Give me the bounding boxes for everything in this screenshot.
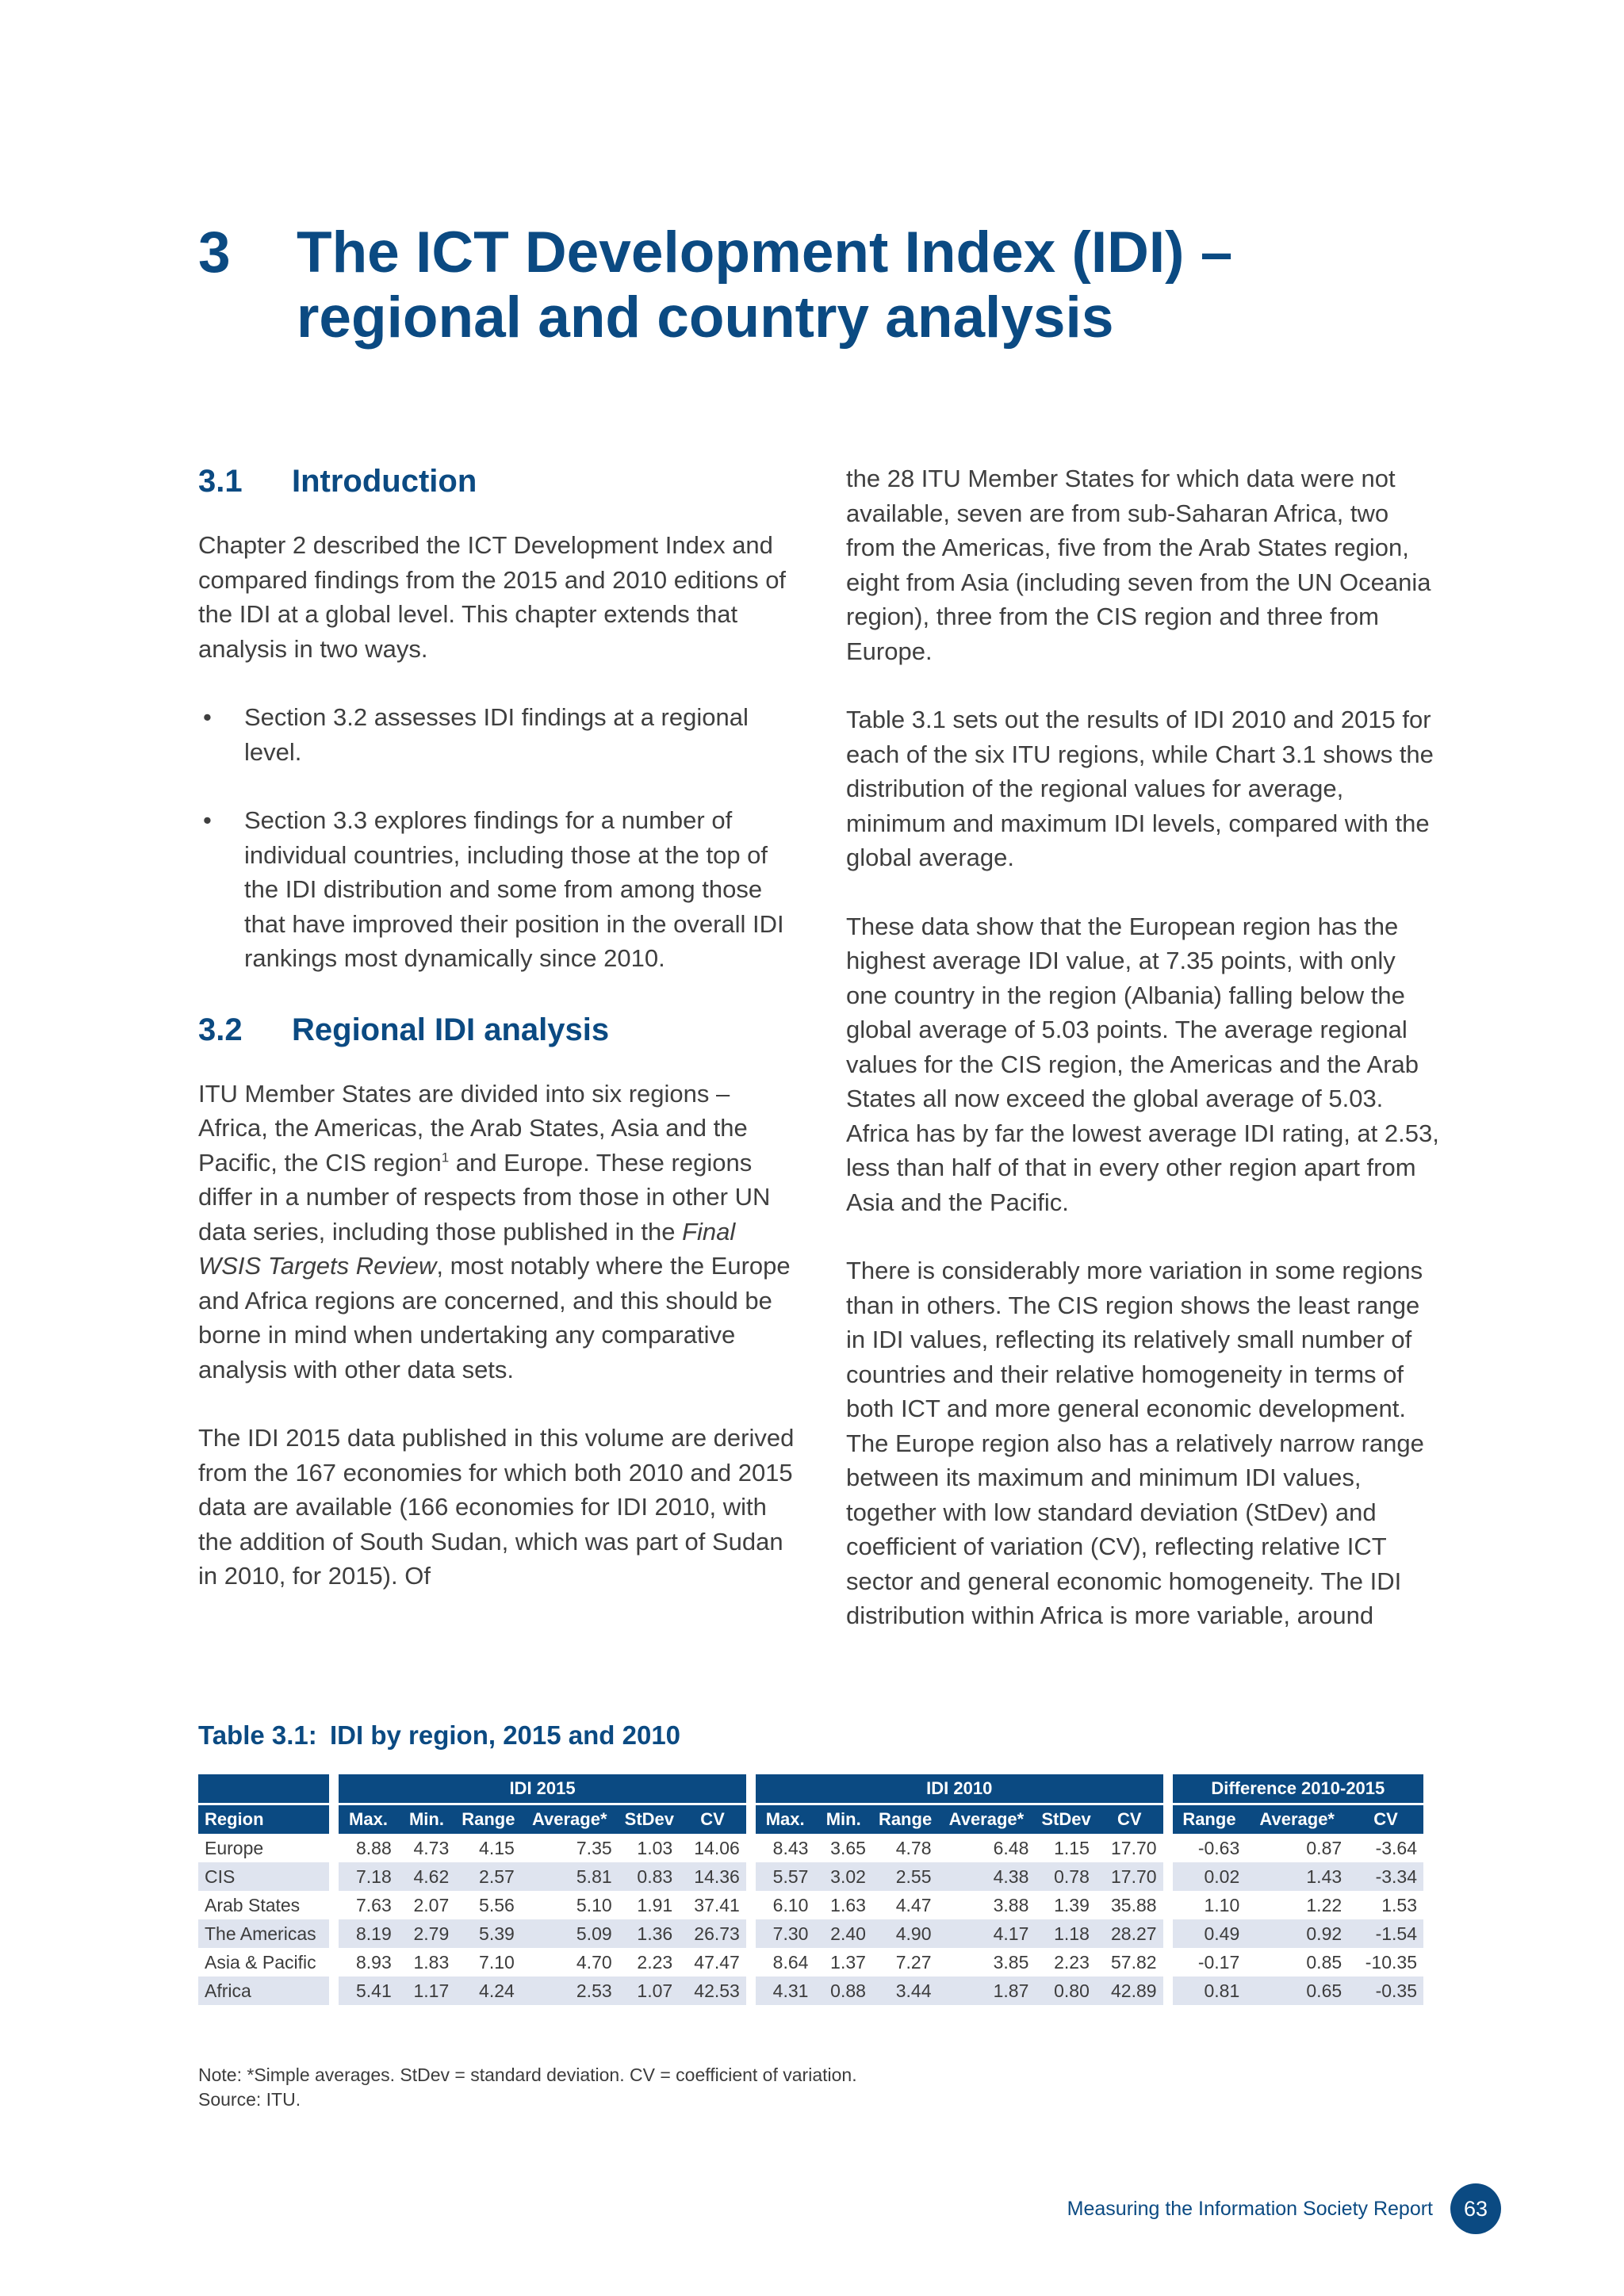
difference-cell: 1.22: [1306, 1894, 1342, 1915]
region-cell: CIS: [198, 1862, 329, 1891]
idi-2010-cell: 17.70: [1110, 1837, 1157, 1858]
difference-cell: 0.85: [1306, 1951, 1342, 1973]
idi-2015-cell: 2.57: [455, 1862, 521, 1891]
table-title: IDI by region, 2015 and 2010: [330, 1720, 681, 1750]
table-column-header: [198, 1805, 1423, 1834]
column-header: Range: [455, 1805, 521, 1834]
report-title: Measuring the Information Society Report: [1067, 2197, 1433, 2220]
region-cell: The Americas: [198, 1919, 329, 1948]
idi-2010-cell: 2.55: [872, 1862, 938, 1891]
group-header-idi-2010: IDI 2010: [756, 1774, 1163, 1805]
difference-cell: -0.63: [1197, 1837, 1240, 1858]
table-notes: [198, 2063, 857, 2112]
idi-2010-cell: 8.43: [772, 1837, 809, 1858]
idi-2015-cell: 37.41: [694, 1894, 740, 1915]
wsis-review-title: Final WSIS Targets Review: [198, 1217, 736, 1280]
column-header: Range: [1173, 1805, 1247, 1834]
difference-cell: 1.10: [1204, 1894, 1240, 1915]
table-intro-paragraph: Table 3.1 sets out the results of IDI 2010 and 2015 for each of the six ITU regions, while Chart 3.1 shows the distribution of the regional values for average, minimum and maximum IDI levels, compared with the global average.: [846, 706, 1434, 871]
region-cell: Asia & Pacific: [205, 1951, 316, 1973]
section-heading-3-1: [198, 461, 795, 501]
table-row: [198, 1976, 1423, 2005]
footnote-ref: 1: [441, 1150, 450, 1165]
difference-cell: 0.65: [1246, 1976, 1348, 2005]
europe-paragraph: These data show that the European region has the highest average IDI value, at 7.35 points, with only one country in the region (Albania) falling below the global average of 5.03 points. The average regional values for the CIS region, the Americas and the Arab States all now exceed the global average of 5.03. Africa has by far the lowest average IDI rating, at 2.53, less than half of that in every other region apart from Asia and the Pacific.: [846, 912, 1439, 1216]
page-footer: [1067, 2183, 1501, 2234]
difference-cell: 0.81: [1173, 1976, 1247, 2005]
column-gap: [746, 1834, 756, 1862]
continuation-paragraph: the 28 ITU Member States for which data were not available, seven are from sub-Saharan Africa, two from the Americas, five from the Arab States region, eight from Asia (including seven from the UN Oceania region), three from the CIS region and three from Europe.: [846, 465, 1431, 665]
right-column: [846, 461, 1442, 1667]
idi-2015-cell: 4.73: [413, 1837, 450, 1858]
column-gap: [329, 1862, 339, 1891]
table-row: [198, 1834, 1423, 1862]
region-cell: Arab States: [205, 1894, 301, 1915]
idi-2015-cell: 7.10: [479, 1951, 515, 1973]
column-gap: [746, 1976, 756, 2005]
idi-2010-cell: 4.47: [895, 1894, 932, 1915]
idi-2010-cell: 3.44: [872, 1976, 938, 2005]
idi-2010-cell: 3.02: [814, 1862, 872, 1891]
idi-2010-cell: 3.88: [993, 1894, 1029, 1915]
column-gap: [329, 1834, 339, 1862]
column-gap: [746, 1919, 756, 1948]
column-header: CV: [1096, 1805, 1163, 1834]
column-header: Average*: [521, 1805, 619, 1834]
table-group-header: [198, 1774, 1423, 1805]
column-header: CV: [679, 1805, 746, 1834]
idi-2010-cell: 7.27: [895, 1951, 932, 1973]
idi-2015-cell: 4.24: [455, 1976, 521, 2005]
column-gap: [746, 1891, 756, 1919]
section-number: 3.1: [198, 464, 243, 499]
idi-2015-cell: 7.35: [576, 1837, 612, 1858]
idi-2010-cell: 1.87: [938, 1976, 1036, 2005]
idi-2015-cell: 14.06: [694, 1837, 740, 1858]
region-cell: Europe: [205, 1837, 264, 1858]
table-row: [198, 1919, 1423, 1948]
chapter-number: 3: [198, 220, 231, 285]
idi-2010-cell: 17.70: [1096, 1862, 1163, 1891]
page-number: 63: [1450, 2183, 1501, 2234]
column-header: Max.: [339, 1805, 398, 1834]
difference-cell: -3.64: [1375, 1837, 1417, 1858]
idi-2015-cell: 8.19: [339, 1919, 398, 1948]
table-row: [198, 1891, 1423, 1919]
difference-cell: 1.43: [1246, 1862, 1348, 1891]
column-gap: [329, 1948, 339, 1976]
idi-2015-cell: 14.36: [679, 1862, 746, 1891]
idi-region-table: [198, 1774, 1423, 2005]
idi-2015-cell: 7.18: [339, 1862, 398, 1891]
group-header-idi-2015: IDI 2015: [339, 1774, 746, 1805]
idi-2010-cell: 2.23: [1054, 1951, 1090, 1973]
table-caption: [198, 1719, 680, 1752]
bullet-text: Section 3.3 explores findings for a number of individual countries, including those at the top of the IDI distribution and some from among those that have improved their position in the overall IDI rankings most dynamically since 2010.: [244, 806, 784, 972]
idi-2015-cell: 1.36: [619, 1919, 680, 1948]
idi-2010-cell: 4.90: [872, 1919, 938, 1948]
idi-2010-cell: 57.82: [1110, 1951, 1157, 1973]
idi-2010-cell: 1.39: [1054, 1894, 1090, 1915]
idi-2015-cell: 2.79: [398, 1919, 456, 1948]
column-gap: [1163, 1834, 1173, 1862]
column-gap: [746, 1948, 756, 1976]
intro-paragraph: Chapter 2 described the ICT Development Index and compared findings from the 2015 and 2010 editions of the IDI at a global level. This chapter extends that analysis in two ways.: [198, 531, 787, 663]
table-label: Table 3.1:: [198, 1720, 317, 1750]
section-heading-3-2: [198, 1010, 795, 1050]
variation-paragraph: There is considerably more variation in some regions than in others. The CIS region shows the least range in IDI values, reflecting its relatively small number of countries and their relative homogeneity in terms of both ICT and more general economic development. The Europe region also has a relatively narrow range between its maximum and minimum IDI values, together with low standard deviation (StDev) and coefficient of variation (CV), reflecting relative ICT sector and general economic homogeneity. The IDI distribution within Africa is more variable, around: [846, 1257, 1424, 1629]
idi-2010-cell: 1.63: [830, 1894, 866, 1915]
idi-2015-cell: 4.15: [479, 1837, 515, 1858]
column-gap: [1163, 1862, 1173, 1891]
idi-2015-cell: 5.81: [521, 1862, 619, 1891]
difference-cell: -0.17: [1197, 1951, 1240, 1973]
idi-2010-cell: 3.85: [993, 1951, 1029, 1973]
regions-text-a: ITU Member States are divided into six regions – Africa, the Americas, the Arab States, Asia and the Pacific, the CIS region: [198, 1079, 748, 1177]
data-paragraph: The IDI 2015 data published in this volume are derived from the 167 economies for which both 2010 and 2015 data are available (166 economies for IDI 2010, with the addition of South Sudan, which was part of Sudan in 2010, for 2015). Of: [198, 1424, 795, 1590]
idi-2010-cell: 2.40: [814, 1919, 872, 1948]
column-header: Min.: [398, 1805, 456, 1834]
idi-2015-cell: 42.53: [679, 1976, 746, 2005]
column-gap: [746, 1862, 756, 1891]
idi-2010-cell: 35.88: [1110, 1894, 1157, 1915]
column-gap: [329, 1919, 339, 1948]
idi-2010-cell: 42.89: [1096, 1976, 1163, 2005]
table-note: Note: *Simple averages. StDev = standard deviation. CV = coefficient of variation.: [198, 2064, 857, 2085]
regions-text-c: , most notably where the Europe and Africa regions are concerned, and this should be borne in mind when undertaking any comparative analysis with other data sets.: [198, 1252, 791, 1383]
idi-2010-cell: 1.18: [1035, 1919, 1096, 1948]
difference-cell: 0.49: [1173, 1919, 1247, 1948]
bullet-text: Section 3.2 assesses IDI findings at a regional level.: [244, 703, 749, 766]
idi-2015-cell: 5.39: [455, 1919, 521, 1948]
difference-cell: -0.35: [1348, 1976, 1423, 2005]
column-gap: [1163, 1891, 1173, 1919]
idi-2015-cell: 1.07: [619, 1976, 680, 2005]
column-header: Average*: [938, 1805, 1036, 1834]
list-item: [198, 803, 795, 976]
column-header: StDev: [619, 1805, 680, 1834]
idi-2015-cell: 5.09: [521, 1919, 619, 1948]
idi-2015-cell: 26.73: [679, 1919, 746, 1948]
idi-2015-cell: 7.63: [355, 1894, 392, 1915]
table-row: [198, 1862, 1423, 1891]
column-gap: [1163, 1919, 1173, 1948]
bullet-icon: •: [203, 806, 212, 834]
chapter-title: The ICT Development Index (IDI) – regional and country analysis: [297, 220, 1233, 350]
idi-2015-cell: 8.88: [355, 1837, 392, 1858]
idi-2010-cell: 4.31: [756, 1976, 815, 2005]
column-header: Range: [872, 1805, 938, 1834]
idi-2010-cell: 1.15: [1054, 1837, 1090, 1858]
column-header: Max.: [756, 1805, 815, 1834]
idi-2015-cell: 4.70: [576, 1951, 612, 1973]
difference-cell: -10.35: [1365, 1951, 1417, 1973]
regions-text-b: and Europe. These regions differ in a number of respects from those in other UN data series, including those published in the: [198, 1148, 771, 1246]
idi-2010-cell: 5.57: [756, 1862, 815, 1891]
column-gap: [329, 1976, 339, 2005]
idi-2015-cell: 1.17: [398, 1976, 456, 2005]
difference-cell: 1.53: [1381, 1894, 1417, 1915]
idi-2015-cell: 1.91: [637, 1894, 673, 1915]
column-header: CV: [1348, 1805, 1423, 1834]
idi-2010-cell: 8.64: [772, 1951, 809, 1973]
list-item: [198, 700, 795, 769]
group-header-difference: Difference 2010-2015: [1173, 1774, 1423, 1805]
section-title: Regional IDI analysis: [292, 1012, 610, 1047]
section-title: Introduction: [292, 464, 477, 499]
column-gap: [329, 1891, 339, 1919]
idi-2015-cell: 4.62: [398, 1862, 456, 1891]
idi-2015-cell: 2.23: [637, 1951, 673, 1973]
idi-2010-cell: 4.17: [938, 1919, 1036, 1948]
difference-cell: 0.92: [1246, 1919, 1348, 1948]
column-header: Min.: [814, 1805, 872, 1834]
column-gap: [1163, 1976, 1173, 2005]
idi-2015-cell: 2.53: [521, 1976, 619, 2005]
bullet-list: [198, 700, 795, 976]
idi-2015-cell: 47.47: [694, 1951, 740, 1973]
idi-2010-cell: 4.78: [895, 1837, 932, 1858]
table-body: [198, 1834, 1423, 2005]
idi-2010-cell: 6.48: [993, 1837, 1029, 1858]
difference-cell: 0.02: [1173, 1862, 1247, 1891]
idi-2010-cell: 28.27: [1096, 1919, 1163, 1948]
idi-2015-cell: 1.03: [637, 1837, 673, 1858]
idi-2010-cell: 6.10: [772, 1894, 809, 1915]
section-number: 3.2: [198, 1012, 243, 1047]
difference-cell: -1.54: [1348, 1919, 1423, 1948]
idi-2010-cell: 1.37: [830, 1951, 866, 1973]
column-header: Average*: [1246, 1805, 1348, 1834]
idi-2015-cell: 5.10: [576, 1894, 612, 1915]
idi-2010-cell: 3.65: [830, 1837, 866, 1858]
idi-2010-cell: 0.88: [814, 1976, 872, 2005]
idi-2010-cell: 7.30: [756, 1919, 815, 1948]
regions-paragraph: [198, 1077, 795, 1387]
difference-cell: 0.87: [1306, 1837, 1342, 1858]
table-row: [198, 1948, 1423, 1976]
idi-2015-cell: 5.41: [339, 1976, 398, 2005]
column-gap: [1163, 1948, 1173, 1976]
bullet-icon: •: [203, 703, 212, 731]
idi-2015-cell: 1.83: [413, 1951, 450, 1973]
idi-2010-cell: 4.38: [938, 1862, 1036, 1891]
region-cell: Africa: [198, 1976, 329, 2005]
idi-2015-cell: 0.83: [619, 1862, 680, 1891]
column-header: StDev: [1035, 1805, 1096, 1834]
idi-2015-cell: 2.07: [413, 1894, 450, 1915]
idi-2015-cell: 5.56: [479, 1894, 515, 1915]
difference-cell: -3.34: [1348, 1862, 1423, 1891]
idi-2010-cell: 0.80: [1035, 1976, 1096, 2005]
left-column: [198, 461, 795, 1628]
column-header-region: Region: [198, 1805, 329, 1834]
table-source: Source: ITU.: [198, 2089, 301, 2110]
idi-2015-cell: 8.93: [355, 1951, 392, 1973]
idi-2010-cell: 0.78: [1035, 1862, 1096, 1891]
